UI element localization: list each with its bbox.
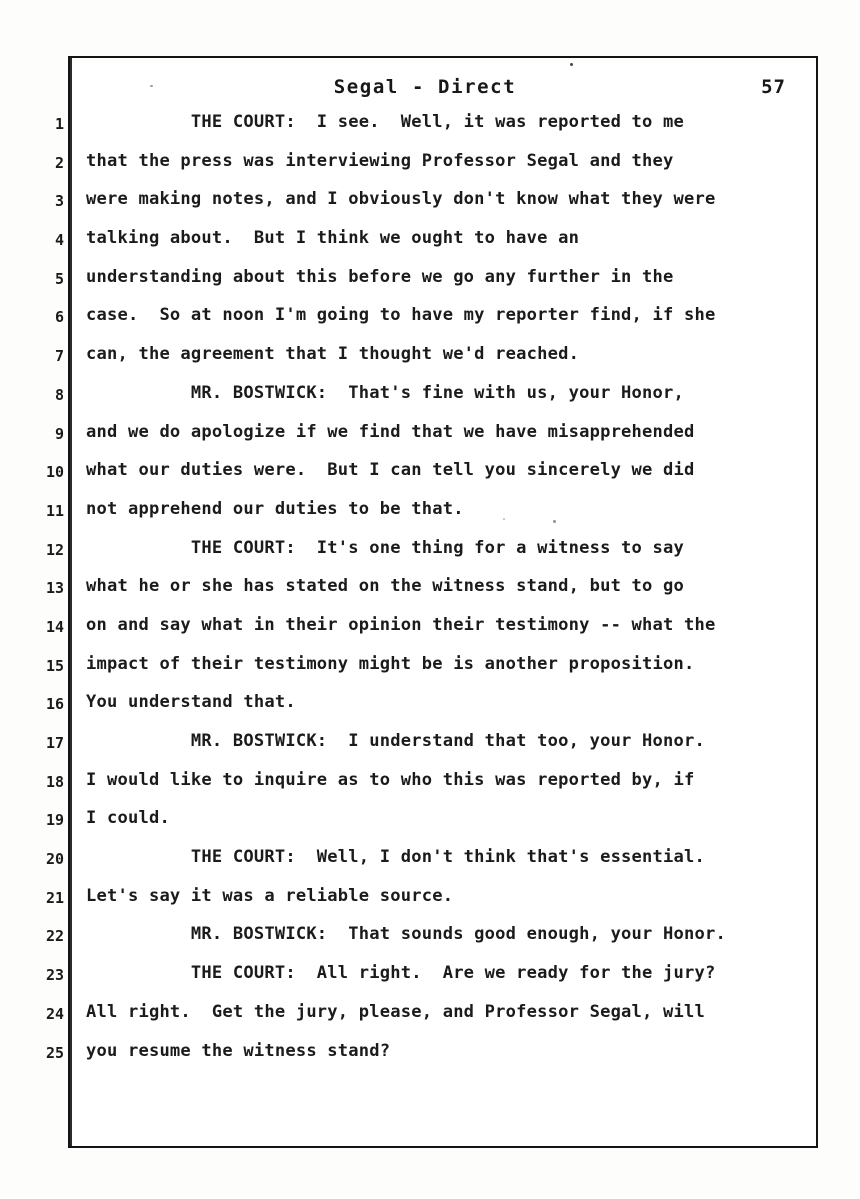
scan-artifact-speck <box>553 520 556 523</box>
transcript-line <box>0 963 860 1002</box>
line-number: 8 <box>54 385 64 404</box>
transcript-line <box>0 731 860 770</box>
line-number: 10 <box>45 463 64 482</box>
line-text: THE COURT: I see. Well, it was reported to me <box>86 112 685 132</box>
line-text: THE COURT: Well, I don't think that's essential. <box>86 847 705 868</box>
line-number: 11 <box>45 501 64 520</box>
transcript-line <box>0 576 860 615</box>
line-text: Let's say it was a reliable source. <box>86 885 454 906</box>
line-text: you resume the witness stand? <box>86 1040 391 1061</box>
scan-artifact-speck <box>570 63 573 66</box>
transcript-line <box>0 615 860 654</box>
transcript-line <box>0 305 860 344</box>
line-number: 12 <box>45 540 64 559</box>
transcript-line <box>0 886 860 925</box>
line-number: 24 <box>45 1004 64 1023</box>
transcript-lines <box>0 112 860 1079</box>
line-number: 25 <box>45 1043 64 1062</box>
line-number: 22 <box>45 927 64 946</box>
transcript-line <box>0 808 860 847</box>
transcript-line <box>0 654 860 693</box>
line-text: THE COURT: It's one thing for a witness to say <box>86 537 685 558</box>
line-number: 2 <box>54 153 64 172</box>
line-number: 20 <box>45 850 64 869</box>
line-number: 5 <box>54 269 64 288</box>
page-title: Segal - Direct <box>333 76 517 98</box>
line-text: what our duties were. But I can tell you sincerely we did <box>86 460 695 481</box>
line-number: 15 <box>45 656 64 675</box>
page-number: 57 <box>761 76 786 98</box>
transcript-line <box>0 383 860 422</box>
line-number: 17 <box>45 734 64 752</box>
transcript-line <box>0 422 860 461</box>
transcript-line <box>0 847 860 886</box>
line-number: 6 <box>54 308 64 327</box>
line-text: impact of their testimony might be is another proposition. <box>86 653 695 674</box>
transcript-line <box>0 189 860 228</box>
transcript-line <box>0 770 860 809</box>
line-number: 1 <box>54 115 64 133</box>
transcript-line <box>0 112 860 151</box>
line-text: were making notes, and I obviously don't know what they were <box>86 189 716 210</box>
line-text: that the press was interviewing Professor Segal and they <box>86 150 674 171</box>
line-number: 14 <box>45 617 64 636</box>
transcript-line <box>0 228 860 267</box>
line-text: MR. BOSTWICK: That sounds good enough, your Honor. <box>86 924 726 945</box>
line-text: You understand that. <box>86 692 296 713</box>
line-text: what he or she has stated on the witness stand, but to go <box>86 576 685 597</box>
line-text: All right. Get the jury, please, and Professor Segal, will <box>86 1001 705 1022</box>
line-text: understanding about this before we go any further in the <box>86 266 674 287</box>
transcript-line <box>0 344 860 383</box>
page-header <box>68 76 818 110</box>
scan-artifact-speck <box>150 85 153 87</box>
line-number: 23 <box>45 966 64 985</box>
line-number: 3 <box>54 192 64 211</box>
line-text: not apprehend our duties to be that. <box>86 498 464 519</box>
line-text: I would like to inquire as to who this was reported by, if <box>86 769 695 790</box>
transcript-line <box>0 267 860 306</box>
line-text: I could. <box>86 808 170 829</box>
line-number: 4 <box>54 231 64 250</box>
line-number: 13 <box>45 579 64 598</box>
line-text: case. So at noon I'm going to have my reporter find, if she <box>86 305 716 326</box>
transcript-line <box>0 692 860 731</box>
transcript-line <box>0 499 860 538</box>
line-number: 16 <box>45 695 64 714</box>
line-number: 21 <box>45 888 64 907</box>
transcript-line <box>0 924 860 963</box>
line-text: and we do apologize if we find that we have misapprehended <box>86 421 695 442</box>
line-text: MR. BOSTWICK: That's fine with us, your Honor, <box>86 382 685 403</box>
scan-artifact-speck <box>503 518 505 520</box>
line-text: can, the agreement that I thought we'd reached. <box>86 344 580 365</box>
line-text: talking about. But I think we ought to have an <box>86 228 580 249</box>
line-number: 9 <box>54 424 64 443</box>
line-number: 19 <box>45 811 64 830</box>
transcript-line <box>0 538 860 577</box>
transcript-line <box>0 460 860 499</box>
line-number: 7 <box>54 347 64 366</box>
line-text: MR. BOSTWICK: I understand that too, your Honor. <box>86 731 705 751</box>
line-text: on and say what in their opinion their testimony -- what the <box>86 614 716 635</box>
transcript-line <box>0 151 860 190</box>
transcript-line <box>0 1002 860 1041</box>
line-text: THE COURT: All right. Are we ready for the jury? <box>86 963 716 984</box>
transcript-line <box>0 1041 860 1080</box>
line-number: 18 <box>45 772 64 791</box>
